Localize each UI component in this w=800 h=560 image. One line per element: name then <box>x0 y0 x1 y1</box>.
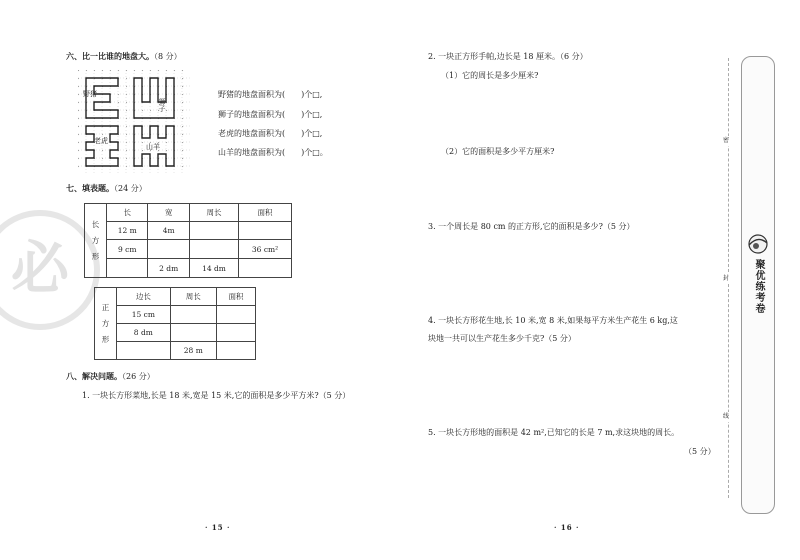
table-cell: 2 dm <box>148 259 190 278</box>
brand-name: 聚优练考卷 <box>753 259 764 314</box>
table-cell: 15 cm <box>117 306 171 324</box>
table-cell[interactable] <box>170 324 216 342</box>
rect-side-label: 长 方 形 <box>85 204 107 278</box>
table-cell[interactable] <box>239 259 292 278</box>
rect-header-area: 面积 <box>239 204 292 222</box>
sec6-line-boar: 野猪的地盘面积为( )个□, <box>218 90 323 99</box>
cut-label-line: 线 <box>723 413 730 420</box>
lion-label: 狮子 <box>158 98 166 112</box>
section-7-title <box>66 184 147 194</box>
rect-header-width: 宽 <box>148 204 190 222</box>
sec6-line-tiger: 老虎的地盘面积为( )个□, <box>218 129 323 138</box>
brand-logo-icon <box>746 233 770 255</box>
table-cell[interactable] <box>239 222 292 240</box>
table-cell[interactable] <box>216 324 255 342</box>
question-5-points: （5 分） <box>684 447 716 456</box>
rect-header-length: 长 <box>107 204 148 222</box>
square-table <box>94 287 256 360</box>
section-8-points: （26 分） <box>122 372 155 381</box>
rect-header-perimeter: 周长 <box>189 204 238 222</box>
table-cell: 8 dm <box>117 324 171 342</box>
square-side-label: 正 方 形 <box>95 288 117 360</box>
question-5: 5. 一块长方形地的面积是 42 m²,已知它的长是 7 m,求这块地的周长。 <box>428 428 680 437</box>
cut-label-close: 封 <box>723 275 730 282</box>
brand-sidebar <box>741 56 775 514</box>
tiger-label: 老虎 <box>94 137 108 145</box>
table-cell: 36 cm² <box>239 240 292 259</box>
table-cell[interactable] <box>216 342 255 360</box>
section-8-title <box>66 372 155 382</box>
boar-label: 野猪 <box>83 90 97 98</box>
cut-label-seal: 密 <box>723 137 730 144</box>
section-6-points: （8 分） <box>154 52 182 61</box>
table-cell[interactable] <box>189 240 238 259</box>
question-2-part-2: （2）它的面积是多少平方厘米? <box>441 147 555 156</box>
square-header-area: 面积 <box>216 288 255 306</box>
table-cell[interactable] <box>216 306 255 324</box>
question-1: 1. 一块长方形菜地,长是 18 米,宽是 15 米,它的面积是多少平方米?（5 分） <box>82 391 351 400</box>
table-cell[interactable] <box>117 342 171 360</box>
section-6-title <box>66 52 182 62</box>
page-number-left: · 15 · <box>205 523 231 532</box>
table-cell: 14 dm <box>189 259 238 278</box>
section-6-heading: 六、比一比谁的地盘大。 <box>66 52 154 61</box>
table-cell: 9 cm <box>107 240 148 259</box>
table-cell[interactable] <box>107 259 148 278</box>
question-2-part-1: （1）它的周长是多少厘米? <box>441 71 539 80</box>
table-cell: 12 m <box>107 222 148 240</box>
rectangle-table <box>84 203 292 278</box>
question-2: 2. 一块正方形手帕,边长是 18 厘米。（6 分） <box>428 52 588 61</box>
section-7-points: （24 分） <box>114 184 147 193</box>
square-header-perimeter: 周长 <box>170 288 216 306</box>
question-4-line-2: 块地一共可以生产花生多少千克?（5 分） <box>428 334 576 343</box>
table-cell: 28 m <box>170 342 216 360</box>
question-3: 3. 一个周长是 80 cm 的正方形,它的面积是多少?（5 分） <box>428 222 635 231</box>
table-cell[interactable] <box>189 222 238 240</box>
table-cell[interactable] <box>170 306 216 324</box>
question-4-line-1: 4. 一块长方形花生地,长 10 米,宽 8 米,如果每平方米生产花生 6 kg,这 <box>428 316 678 325</box>
goat-label: 山羊 <box>146 143 160 151</box>
table-cell[interactable] <box>148 240 190 259</box>
territory-grid-figure <box>78 70 190 174</box>
page-number-right: · 16 · <box>554 523 580 532</box>
section-7-heading: 七、填表题。 <box>66 184 114 193</box>
table-cell: 4m <box>148 222 190 240</box>
sec6-line-lion: 狮子的地盘面积为( )个□, <box>218 110 323 119</box>
watermark-stamp: 必 <box>0 210 100 330</box>
section-8-heading: 八、解决问题。 <box>66 372 122 381</box>
square-header-side: 边长 <box>117 288 171 306</box>
sec6-line-goat: 山羊的地盘面积为( )个□。 <box>218 148 328 157</box>
